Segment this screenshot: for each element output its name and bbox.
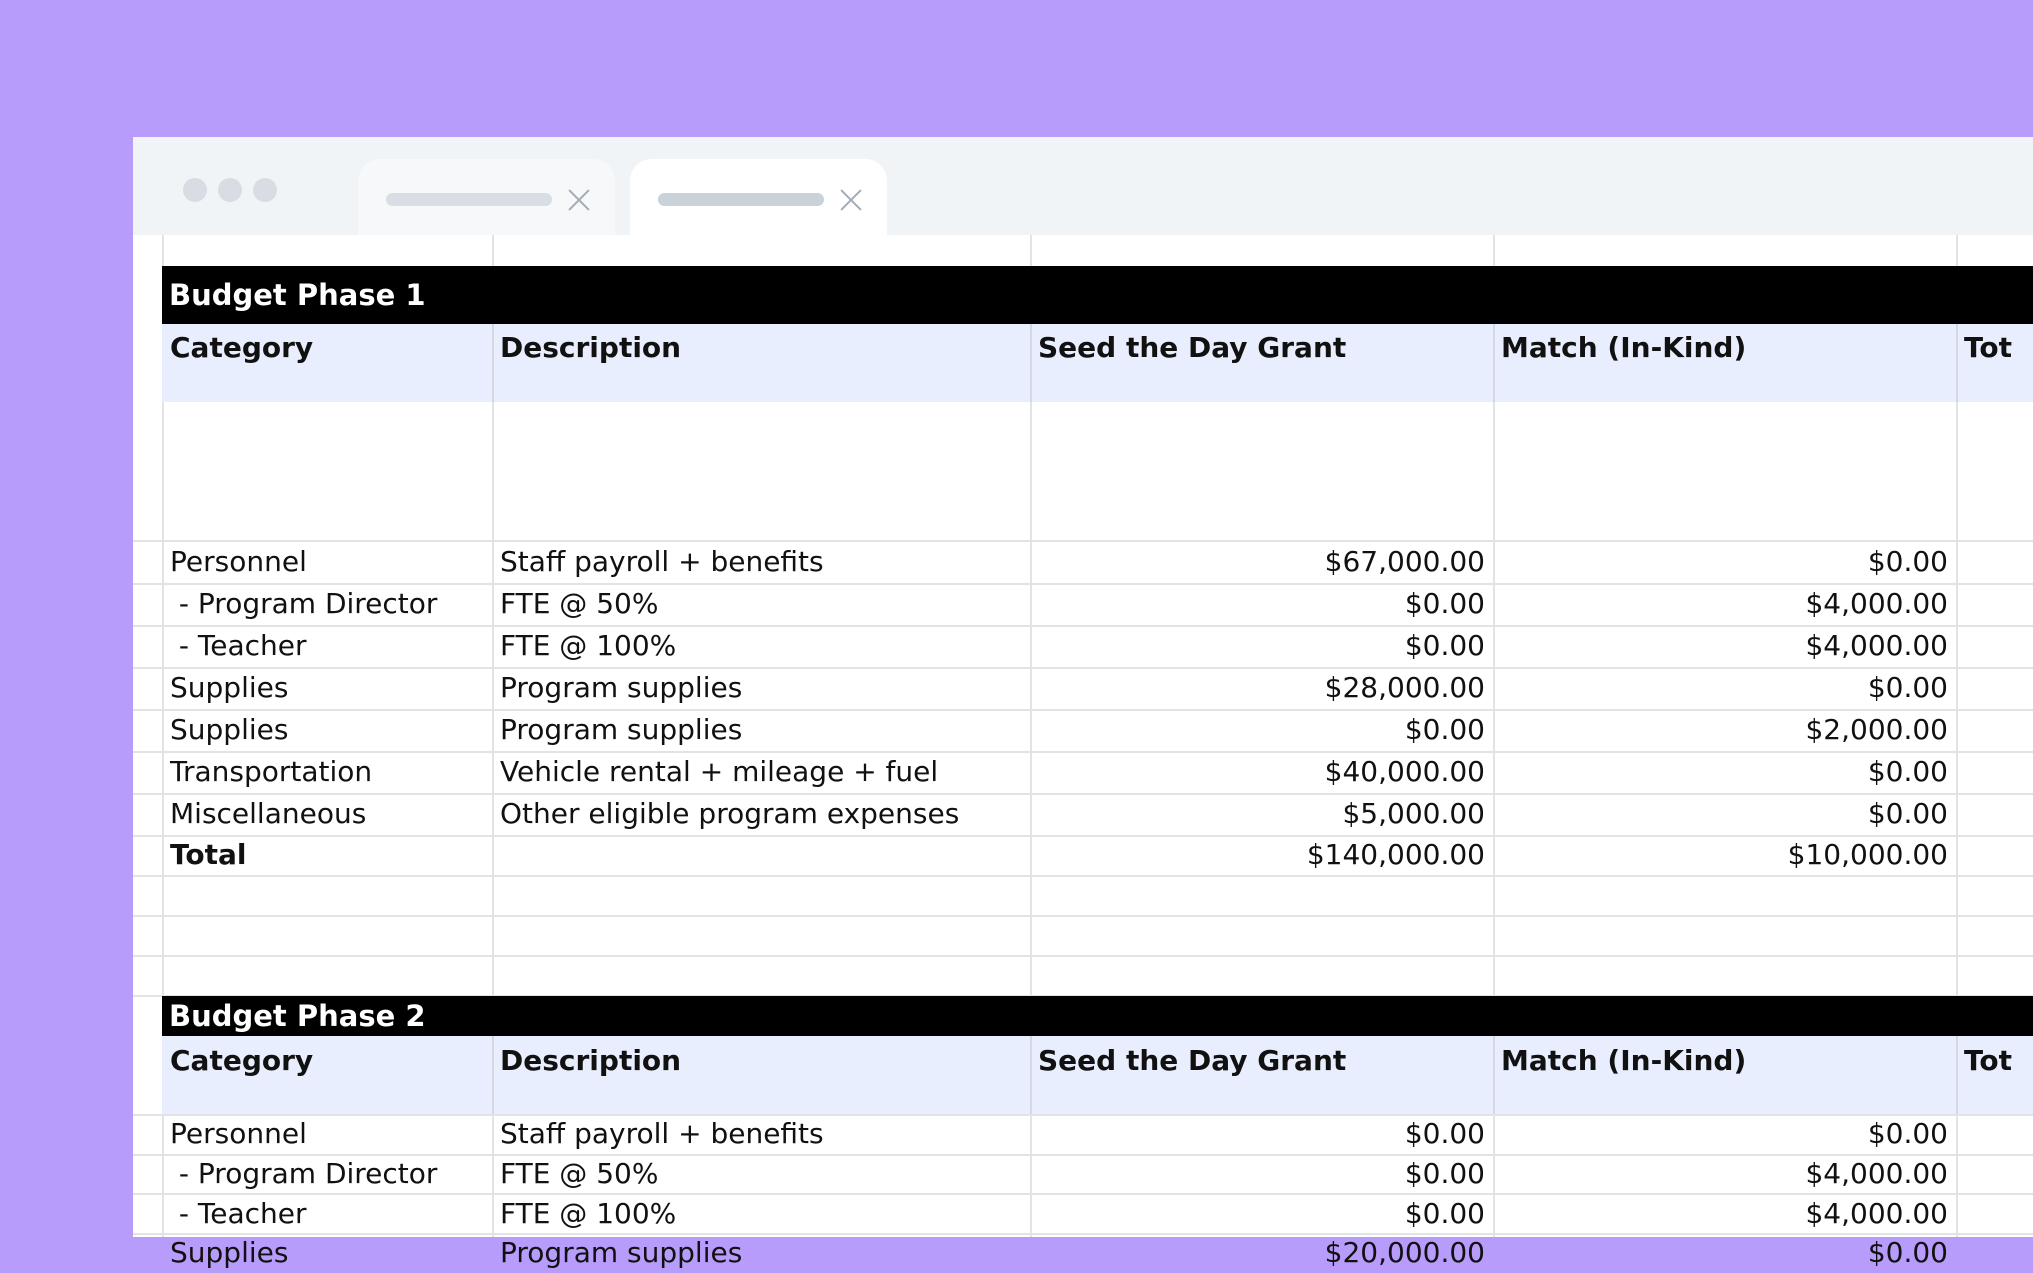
cell-category[interactable]: - Program Director (170, 1157, 438, 1190)
cell-category[interactable]: Supplies (170, 713, 289, 746)
cell-match[interactable]: $0.00 (1867, 755, 1948, 788)
browser-window (133, 137, 2033, 1269)
cell-grant[interactable]: $0.00 (1404, 1197, 1485, 1230)
tab-inactive[interactable] (358, 159, 615, 235)
minimize-window-dot-icon[interactable] (218, 178, 242, 202)
cell-category[interactable]: Transportation (170, 755, 373, 788)
cell-grant[interactable]: $67,000.00 (1324, 545, 1485, 578)
maximize-window-dot-icon[interactable] (253, 178, 277, 202)
total-label[interactable]: Total (170, 838, 247, 871)
cell-grant[interactable]: $28,000.00 (1324, 671, 1485, 704)
close-window-dot-icon[interactable] (183, 178, 207, 202)
header-category[interactable]: Category (170, 331, 314, 364)
cell-match[interactable]: $0.00 (1867, 545, 1948, 578)
cell-category[interactable]: Personnel (170, 1117, 307, 1150)
cell-match[interactable]: $0.00 (1867, 671, 1948, 704)
cell-match[interactable]: $0.00 (1867, 797, 1948, 830)
cell-description[interactable]: Vehicle rental + mileage + fuel (500, 755, 939, 788)
cell-category[interactable]: Supplies (170, 671, 289, 704)
cell-grant[interactable]: $20,000.00 (1324, 1236, 1485, 1269)
cell-match[interactable]: $4,000.00 (1805, 629, 1948, 662)
header-match[interactable]: Match (In-Kind) (1501, 331, 1747, 364)
header-description[interactable]: Description (500, 1044, 682, 1077)
cell-category[interactable]: - Teacher (170, 629, 307, 662)
header-match[interactable]: Match (In-Kind) (1501, 1044, 1747, 1077)
close-icon[interactable] (566, 187, 592, 213)
close-icon[interactable] (838, 187, 864, 213)
phase-title[interactable]: Budget Phase 2 (162, 996, 2033, 1036)
cell-match[interactable]: $4,000.00 (1805, 1197, 1948, 1230)
cell-grant[interactable]: $0.00 (1404, 713, 1485, 746)
cell-description[interactable]: Staff payroll + benefits (500, 545, 824, 578)
tab-title-placeholder (658, 193, 824, 206)
cell-description[interactable]: Staff payroll + benefits (500, 1117, 824, 1150)
cell-match[interactable]: $4,000.00 (1805, 587, 1948, 620)
header-category[interactable]: Category (170, 1044, 314, 1077)
cell-category[interactable]: Supplies (170, 1236, 289, 1269)
header-total[interactable]: Tot (1964, 331, 2013, 364)
header-total[interactable]: Tot (1964, 1044, 2013, 1077)
cell-grant[interactable]: $0.00 (1404, 587, 1485, 620)
cell-match[interactable]: $0.00 (1867, 1236, 1948, 1269)
header-grant[interactable]: Seed the Day Grant (1038, 331, 1347, 364)
cell-description[interactable]: Program supplies (500, 713, 743, 746)
cell-category[interactable]: - Program Director (170, 587, 438, 620)
header-description[interactable]: Description (500, 331, 682, 364)
cell-match[interactable]: $4,000.00 (1805, 1157, 1948, 1190)
cell-grant[interactable]: $5,000.00 (1342, 797, 1485, 830)
cell-grant[interactable]: $0.00 (1404, 1157, 1485, 1190)
phase-title[interactable]: Budget Phase 1 (162, 266, 2033, 324)
cell-grant[interactable]: $0.00 (1404, 629, 1485, 662)
cell-description[interactable]: Other eligible program expenses (500, 797, 960, 830)
cell-description[interactable]: Program supplies (500, 671, 743, 704)
cell-match[interactable]: $2,000.00 (1805, 713, 1948, 746)
cell-description[interactable]: FTE @ 100% (500, 629, 677, 662)
cell-description[interactable]: Program supplies (500, 1236, 743, 1269)
cell-description[interactable]: FTE @ 50% (500, 587, 659, 620)
cell-match[interactable]: $0.00 (1867, 1117, 1948, 1150)
cell-description[interactable]: FTE @ 100% (500, 1197, 677, 1230)
cell-description[interactable]: FTE @ 50% (500, 1157, 659, 1190)
browser-chrome (133, 137, 2033, 235)
total-match[interactable]: $10,000.00 (1787, 838, 1948, 871)
tab-title-placeholder (386, 193, 552, 206)
cell-grant[interactable]: $0.00 (1404, 1117, 1485, 1150)
cell-category[interactable]: - Teacher (170, 1197, 307, 1230)
spreadsheet-grid[interactable] (133, 235, 2033, 1269)
tab-active[interactable] (630, 159, 887, 235)
header-grant[interactable]: Seed the Day Grant (1038, 1044, 1347, 1077)
cell-grant[interactable]: $40,000.00 (1324, 755, 1485, 788)
cell-category[interactable]: Personnel (170, 545, 307, 578)
total-grant[interactable]: $140,000.00 (1306, 838, 1485, 871)
cell-category[interactable]: Miscellaneous (170, 797, 367, 830)
